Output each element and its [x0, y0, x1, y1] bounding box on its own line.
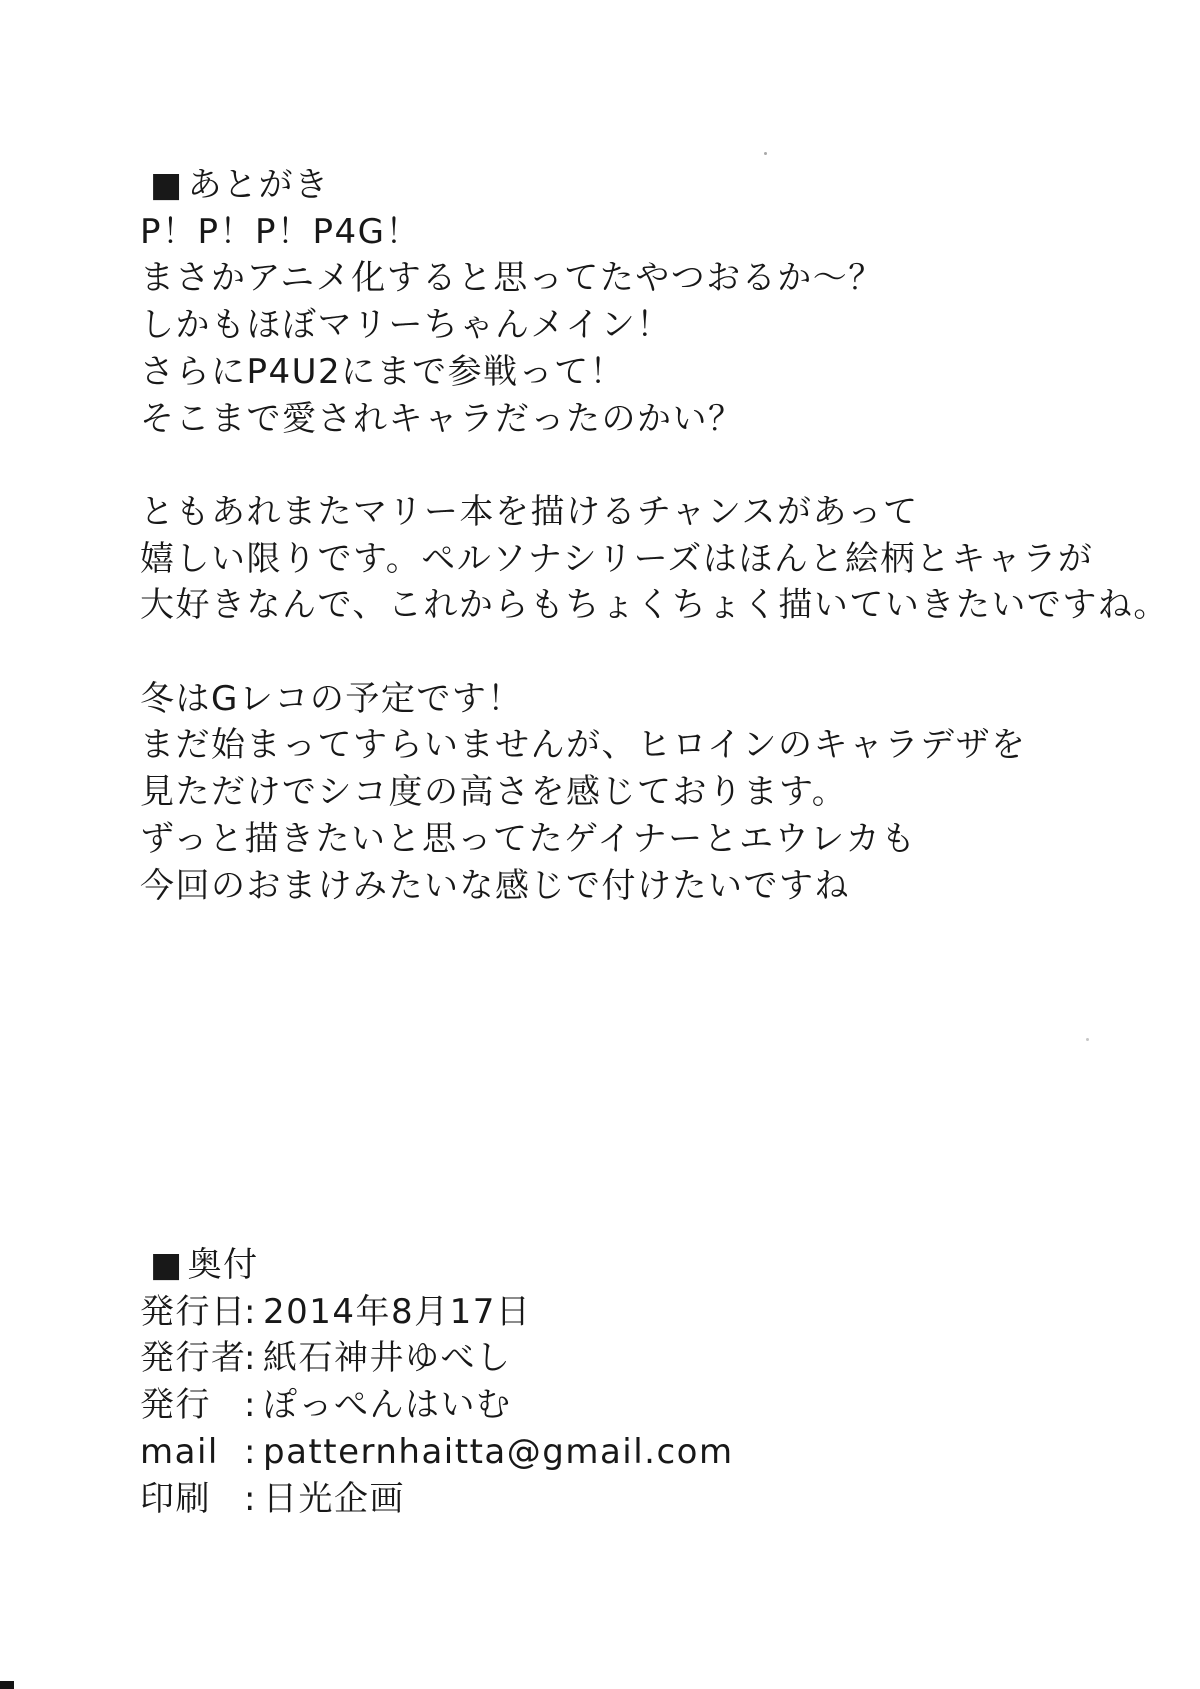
- colophon-colon: :: [244, 1431, 257, 1472]
- colophon-colon: :: [244, 1291, 257, 1332]
- afterword-paragraph-2: [140, 489, 1169, 629]
- colophon-label: 発行: [140, 1385, 211, 1426]
- colophon-value-email: patternhaitta@gmail.com: [263, 1431, 734, 1472]
- colophon-label: 印刷: [140, 1478, 211, 1519]
- colophon-row-printer: [140, 1476, 734, 1523]
- square-bullet-icon: ■: [150, 165, 184, 205]
- colophon-row-mail: [140, 1429, 734, 1476]
- afterword-line: ずっと描きたいと思ってたゲイナーとエウレカも: [140, 818, 917, 859]
- colophon-heading: [140, 1242, 734, 1289]
- afterword-line: 大好きなんで、これからもちょくちょく描いていきたいですね。: [140, 585, 1169, 626]
- colophon-label: mail: [140, 1431, 219, 1472]
- scan-speck: [1086, 1038, 1089, 1041]
- afterword-paragraph-1: [140, 209, 1150, 443]
- afterword-heading: [140, 162, 1150, 209]
- colophon-value: 日光企画: [263, 1478, 405, 1519]
- colophon-heading-text: 奥付: [187, 1245, 259, 1285]
- colophon-label: 発行日: [140, 1291, 247, 1332]
- colophon-colon: :: [244, 1478, 257, 1519]
- afterword-line: しかもほぼマリーちゃんメイン！: [140, 305, 672, 346]
- afterword-line: そこまで愛されキャラだったのかい？: [140, 398, 744, 439]
- afterword-line: さらにP4U2にまで参戦って！: [140, 351, 626, 392]
- colophon-value: ぽっぺんはいむ: [263, 1385, 512, 1426]
- afterword-paragraph-3: [140, 676, 1150, 910]
- afterword-line: 嬉しい限りです。ペルソナシリーズはほんと絵柄とキャラが: [140, 538, 1094, 579]
- afterword-line: 冬はGレコの予定です！: [140, 678, 523, 719]
- colophon-section: [140, 1242, 734, 1522]
- afterword-heading-text: あとがき: [187, 165, 330, 205]
- scan-speck: [764, 152, 767, 155]
- square-bullet-icon: ■: [150, 1245, 184, 1285]
- afterword-line: 見ただけでシコ度の高さを感じております。: [140, 772, 848, 813]
- afterword-line: 今回のおまけみたいな感じで付けたいですね: [140, 865, 850, 906]
- colophon-colon: :: [244, 1338, 257, 1379]
- colophon-value: 2014年8月17日: [263, 1291, 532, 1332]
- afterword-line: P！P！P！P4G！: [140, 211, 421, 252]
- colophon-row-circle: [140, 1382, 734, 1429]
- afterword-line: まさかアニメ化すると思ってたやつおるか～？: [140, 258, 884, 299]
- afterword-section: [140, 162, 1169, 909]
- colophon-row-publisher-person: [140, 1335, 734, 1382]
- afterword-line: ともあれまたマリー本を描けるチャンスがあって: [140, 491, 919, 532]
- colophon-label: 発行者: [140, 1338, 247, 1379]
- colophon-colon: :: [244, 1385, 257, 1426]
- colophon-value: 紙石神井ゆべし: [263, 1338, 512, 1379]
- colophon-row-publish-date: [140, 1289, 734, 1336]
- afterword-line: まだ始まってすらいませんが、ヒロインのキャラデザを: [140, 725, 1027, 766]
- scan-artifact-corner: [0, 1681, 14, 1689]
